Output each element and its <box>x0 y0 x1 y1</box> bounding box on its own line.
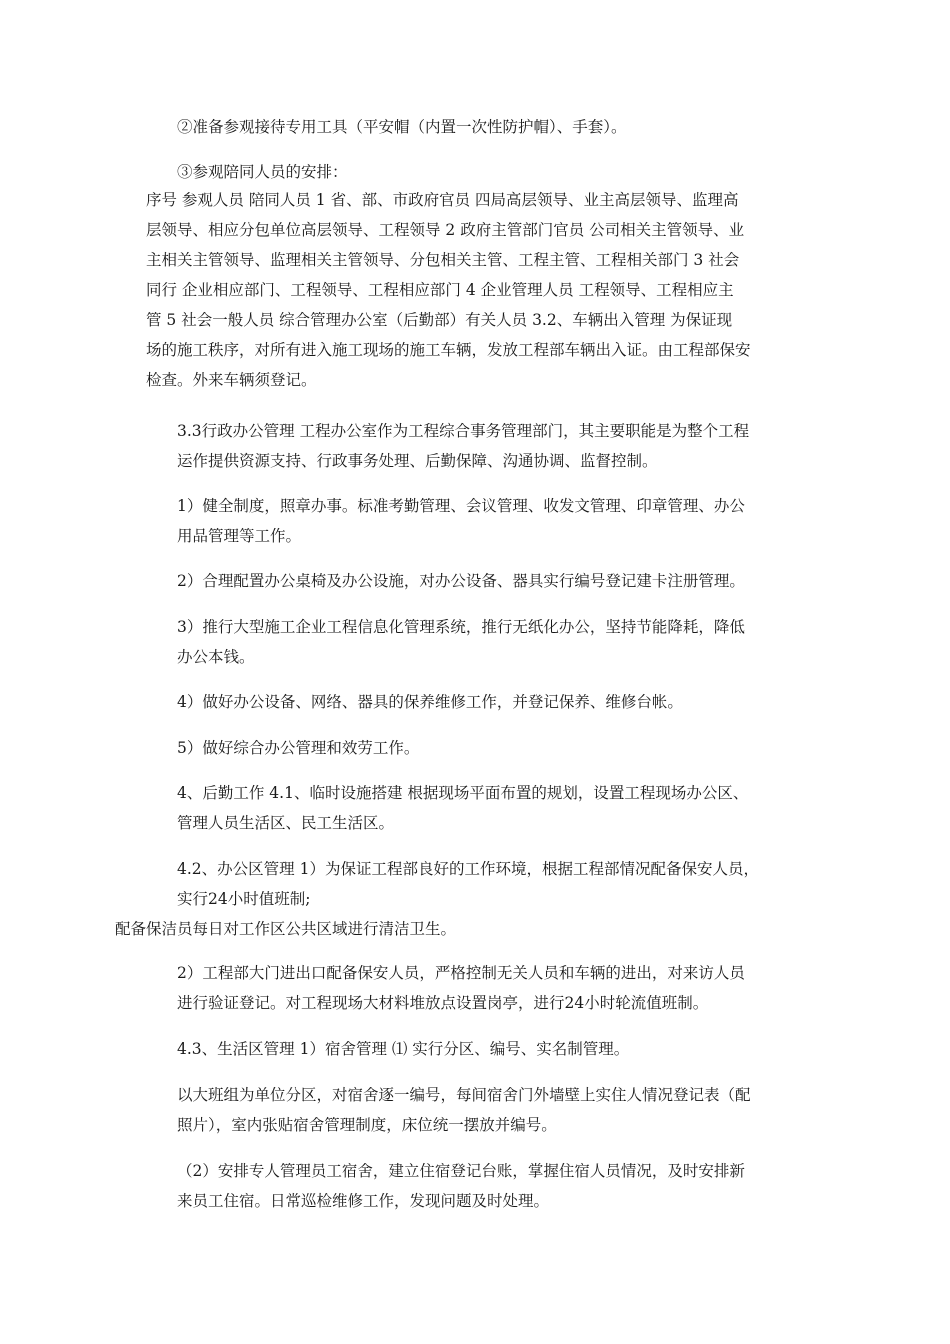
paragraph-dormitory-staff <box>146 1156 808 1216</box>
paragraph-gate-security <box>146 958 808 1018</box>
text-line: 检查。外来车辆须登记。 <box>146 371 317 389</box>
paragraph-rules <box>146 491 808 551</box>
text-line: 以大班组为单位分区，对宿舍逐一编号，每间宿舍门外墙壁上实住人情况登记表（配 <box>177 1086 751 1104</box>
paragraph-office-area <box>115 854 808 944</box>
text-line: 3.3行政办公管理 工程办公室作为工程综合事务管理部门，其主要职能是为整个工程 <box>177 422 750 440</box>
paragraph-informatization <box>146 612 808 672</box>
text-line: 1）健全制度，照章办事。标准考勤管理、会议管理、收发文管理、印章管理、办公 <box>177 497 745 515</box>
paragraph-escort-heading <box>146 157 808 187</box>
text-line: 4.2、办公区管理 1）为保证工程部良好的工作环境，根据工程部情况配备保安人员， <box>177 860 759 878</box>
paragraph-office-furniture <box>146 566 808 596</box>
text-line: 场的施工秩序，对所有进入施工现场的施工车辆，发放工程部车辆出入证。由工程部保安 <box>146 341 751 359</box>
text-line: ③参观陪同人员的安排： <box>177 163 348 181</box>
text-line: 配备保洁员每日对工作区公共区域进行清洁卫生。 <box>115 920 457 938</box>
paragraph-maintenance <box>146 687 808 717</box>
text-line: ②准备参观接待专用工具（平安帽（内置一次性防护帽）、手套）。 <box>177 118 627 136</box>
text-line: 运作提供资源支持、行政事务处理、后勤保障、沟通协调、监督控制。 <box>177 452 658 470</box>
paragraph-service <box>146 733 808 763</box>
paragraph-living-area <box>146 1034 808 1064</box>
text-line: 用品管理等工作。 <box>177 527 302 545</box>
paragraph-logistics <box>146 778 808 838</box>
text-line: 管理人员生活区、民工生活区。 <box>177 814 395 832</box>
text-line: 3）推行大型施工企业工程信息化管理系统，推行无纸化办公，坚持节能降耗，降低 <box>177 618 745 636</box>
text-line: （2）安排专人管理员工宿舍，建立住宿登记台账，掌握住宿人员情况，及时安排新 <box>177 1162 745 1180</box>
text-line: 2）合理配置办公桌椅及办公设施，对办公设备、器具实行编号登记建卡注册管理。 <box>177 572 745 590</box>
text-line: 进行验证登记。对工程现场大材料堆放点设置岗亭，进行24小时轮流值班制。 <box>177 994 709 1012</box>
text-line: 5）做好综合办公管理和效劳工作。 <box>177 739 420 757</box>
text-line: 管 5 社会一般人员 综合管理办公室（后勤部）有关人员 3.2、车辆出入管理 为保证现 <box>146 311 733 329</box>
text-line: 4.3、生活区管理 1）宿舍管理 ⑴ 实行分区、编号、实名制管理。 <box>177 1040 630 1058</box>
text-line: 来员工住宿。日常巡检维修工作，发现问题及时处理。 <box>177 1192 550 1210</box>
paragraph-dormitory-zoning <box>146 1080 808 1140</box>
text-line: 办公本钱。 <box>177 648 255 666</box>
text-line: 照片），室内张贴宿舍管理制度，床位统一摆放并编号。 <box>177 1116 557 1134</box>
paragraph-admin-office <box>146 416 808 476</box>
paragraph-visit-tools <box>146 112 808 142</box>
text-line: 4、后勤工作 4.1、临时设施搭建 根据现场平面布置的规划，设置工程现场办公区、 <box>177 784 749 802</box>
text-line: 层领导、相应分包单位高层领导、工程领导 2 政府主管部门官员 公司相关主管领导、业 <box>146 221 745 239</box>
text-line: 2）工程部大门进出口配备保安人员，严格控制无关人员和车辆的进出，对来访人员 <box>177 964 745 982</box>
text-line: 主相关主管领导、监理相关主管领导、分包相关主管、工程主管、工程相关部门 3 社会 <box>146 251 740 269</box>
paragraph-escort-table <box>146 185 808 395</box>
text-line: 4）做好办公设备、网络、器具的保养维修工作，并登记保养、维修台帐。 <box>177 693 683 711</box>
text-line: 序号 参观人员 陪同人员 1 省、部、市政府官员 四局高层领导、业主高层领导、监理高 <box>146 191 739 209</box>
text-line: 同行 企业相应部门、工程领导、工程相应部门 4 企业管理人员 工程领导、工程相应主 <box>146 281 734 299</box>
text-line: 实行24小时值班制; <box>177 890 311 908</box>
